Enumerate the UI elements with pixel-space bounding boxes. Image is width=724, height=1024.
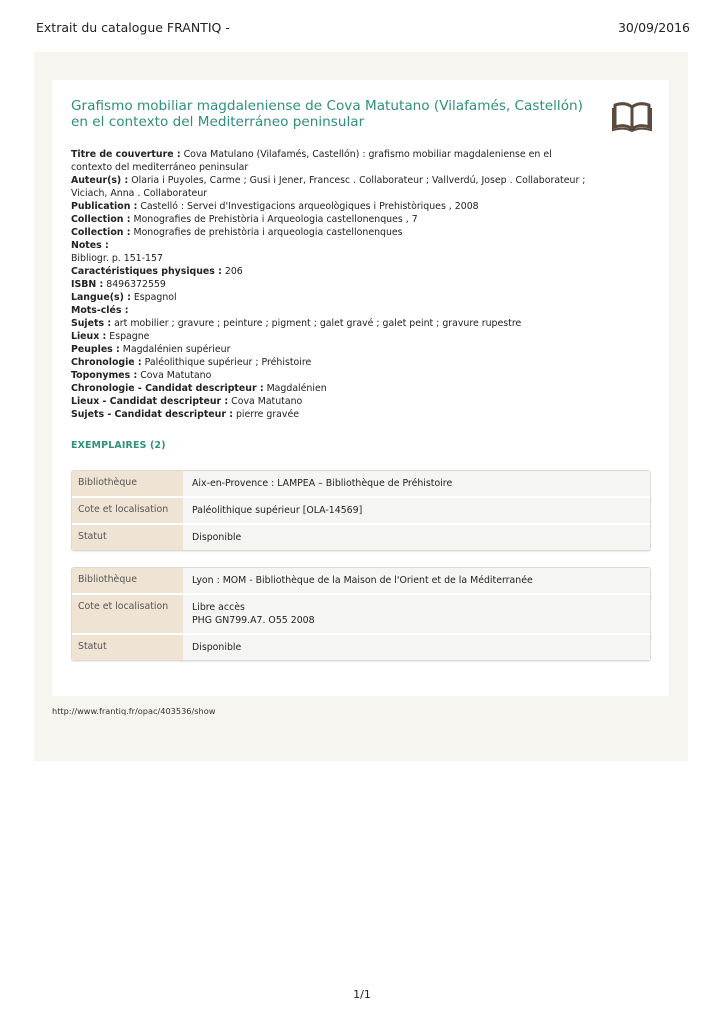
metadata-row xyxy=(71,226,591,239)
metadata-value: Castelló : Servei d'Investigacions arqueològiques i Prehistòriques , 2008 xyxy=(140,201,479,212)
statut-label: Statut xyxy=(72,525,183,550)
metadata-label: Lieux - Candidat descripteur : xyxy=(71,396,229,407)
exemplaire-row-cote xyxy=(72,496,650,523)
statut-value: Disponible xyxy=(183,525,650,550)
metadata-value: 206 xyxy=(224,266,243,277)
metadata-label: Notes : xyxy=(71,240,109,251)
header-title: Extrait du catalogue FRANTIQ - xyxy=(36,20,230,35)
catalogue-panel xyxy=(34,52,688,761)
metadata-value: art mobilier ; gravure ; peinture ; pigment ; galet gravé ; galet peint ; gravure rupestre xyxy=(114,318,522,329)
exemplaire-row-bibliotheque xyxy=(72,568,650,593)
bibliotheque-value: Lyon : MOM - Bibliothèque de la Maison de l'Orient et de la Méditerranée xyxy=(183,568,650,593)
metadata-value: 8496372559 xyxy=(106,279,166,290)
metadata-row xyxy=(71,369,591,382)
metadata-label: Toponymes : xyxy=(71,370,138,381)
exemplaire-row-bibliotheque xyxy=(72,471,650,496)
metadata-label: Titre de couverture : xyxy=(71,149,181,160)
metadata-label: Caractéristiques physiques : xyxy=(71,266,222,277)
statut-value: Disponible xyxy=(183,635,650,660)
metadata-label: Peuples : xyxy=(71,344,120,355)
exemplaire-row-statut xyxy=(72,633,650,660)
bibliotheque-label: Bibliothèque xyxy=(72,568,183,593)
metadata-label: Auteur(s) : xyxy=(71,175,129,186)
record-metadata xyxy=(71,148,591,421)
cote-line: Libre accès xyxy=(192,602,245,613)
exemplaire-row-cote xyxy=(72,593,650,633)
exemplaires-title: EXEMPLAIRES (2) xyxy=(71,440,166,451)
metadata-label: Collection : xyxy=(71,227,131,238)
cote-line: Paléolithique supérieur [OLA-14569] xyxy=(192,505,363,516)
cote-label: Cote et localisation xyxy=(72,498,183,523)
metadata-value: Monografies de prehistòria i arqueologia castellonenques xyxy=(133,227,403,238)
metadata-value: Cova Matutano xyxy=(231,396,303,407)
bibliotheque-value: Aix-en-Provence : LAMPEA – Bibliothèque de Préhistoire xyxy=(183,471,650,496)
metadata-label: Chronologie - Candidat descripteur : xyxy=(71,383,264,394)
metadata-value: Bibliogr. p. 151-157 xyxy=(71,253,163,264)
metadata-row xyxy=(71,213,591,226)
metadata-value: Monografies de Prehistòria i Arqueologia castellonenques , 7 xyxy=(133,214,418,225)
exemplaire-row-statut xyxy=(72,523,650,550)
metadata-row xyxy=(71,382,591,395)
cote-value xyxy=(183,595,650,633)
header-date: 30/09/2016 xyxy=(617,20,690,35)
metadata-value: Espagne xyxy=(109,331,150,342)
metadata-row xyxy=(71,395,591,408)
metadata-row xyxy=(71,252,591,265)
metadata-label: Chronologie : xyxy=(71,357,142,368)
record-url-link[interactable]: http://www.frantiq.fr/opac/403536/show xyxy=(52,706,216,716)
metadata-row xyxy=(71,200,591,213)
metadata-label: Langue(s) : xyxy=(71,292,131,303)
metadata-value: Espagnol xyxy=(133,292,177,303)
metadata-row xyxy=(71,356,591,369)
metadata-row xyxy=(71,265,591,278)
exemplaire-table-2 xyxy=(71,567,651,661)
metadata-label: Publication : xyxy=(71,201,138,212)
metadata-value: Olaria i Puyoles, Carme ; Gusi i Jener, Francesc . Collaborateur ; Vallverdú, Josep . Collaborateur ; Viciach, Anna . Collaborateur xyxy=(71,175,586,199)
metadata-row xyxy=(71,343,591,356)
metadata-row xyxy=(71,408,591,421)
metadata-label: Sujets - Candidat descripteur : xyxy=(71,409,233,420)
metadata-value: Magdalénien supérieur xyxy=(122,344,231,355)
metadata-row xyxy=(71,317,591,330)
metadata-label: ISBN : xyxy=(71,279,104,290)
metadata-label: Sujets : xyxy=(71,318,112,329)
cote-label: Cote et localisation xyxy=(72,595,183,633)
metadata-value: Magdalénien xyxy=(266,383,327,394)
metadata-row xyxy=(71,239,591,252)
record-title: Grafismo mobiliar magdaleniense de Cova Matutano (Vilafamés, Castellón) en el contexto del Mediterráneo peninsular xyxy=(71,98,583,130)
cote-value xyxy=(183,498,650,523)
metadata-row xyxy=(71,330,591,343)
bibliotheque-label: Bibliothèque xyxy=(72,471,183,496)
metadata-value: Cova Matulano (Vilafamés, Castellón) : grafismo mobiliar magdaleniense en el contexto del mediterráneo peninsular xyxy=(71,149,552,173)
metadata-value: pierre gravée xyxy=(235,409,300,420)
metadata-value: Cova Matutano xyxy=(140,370,212,381)
statut-label: Statut xyxy=(72,635,183,660)
metadata-row xyxy=(71,174,591,200)
metadata-row xyxy=(71,148,591,174)
record-card xyxy=(52,80,669,696)
exemplaire-table-1 xyxy=(71,470,651,551)
open-book-icon xyxy=(612,100,652,132)
metadata-row xyxy=(71,278,591,291)
metadata-value: Paléolithique supérieur ; Préhistoire xyxy=(144,357,312,368)
metadata-row xyxy=(71,304,591,317)
metadata-row xyxy=(71,291,591,304)
metadata-label: Lieux : xyxy=(71,331,107,342)
page-number: 1/1 xyxy=(353,988,371,1001)
cote-line: PHG GN799.A7. O55 2008 xyxy=(192,615,315,626)
metadata-label: Collection : xyxy=(71,214,131,225)
metadata-label: Mots-clés : xyxy=(71,305,129,316)
